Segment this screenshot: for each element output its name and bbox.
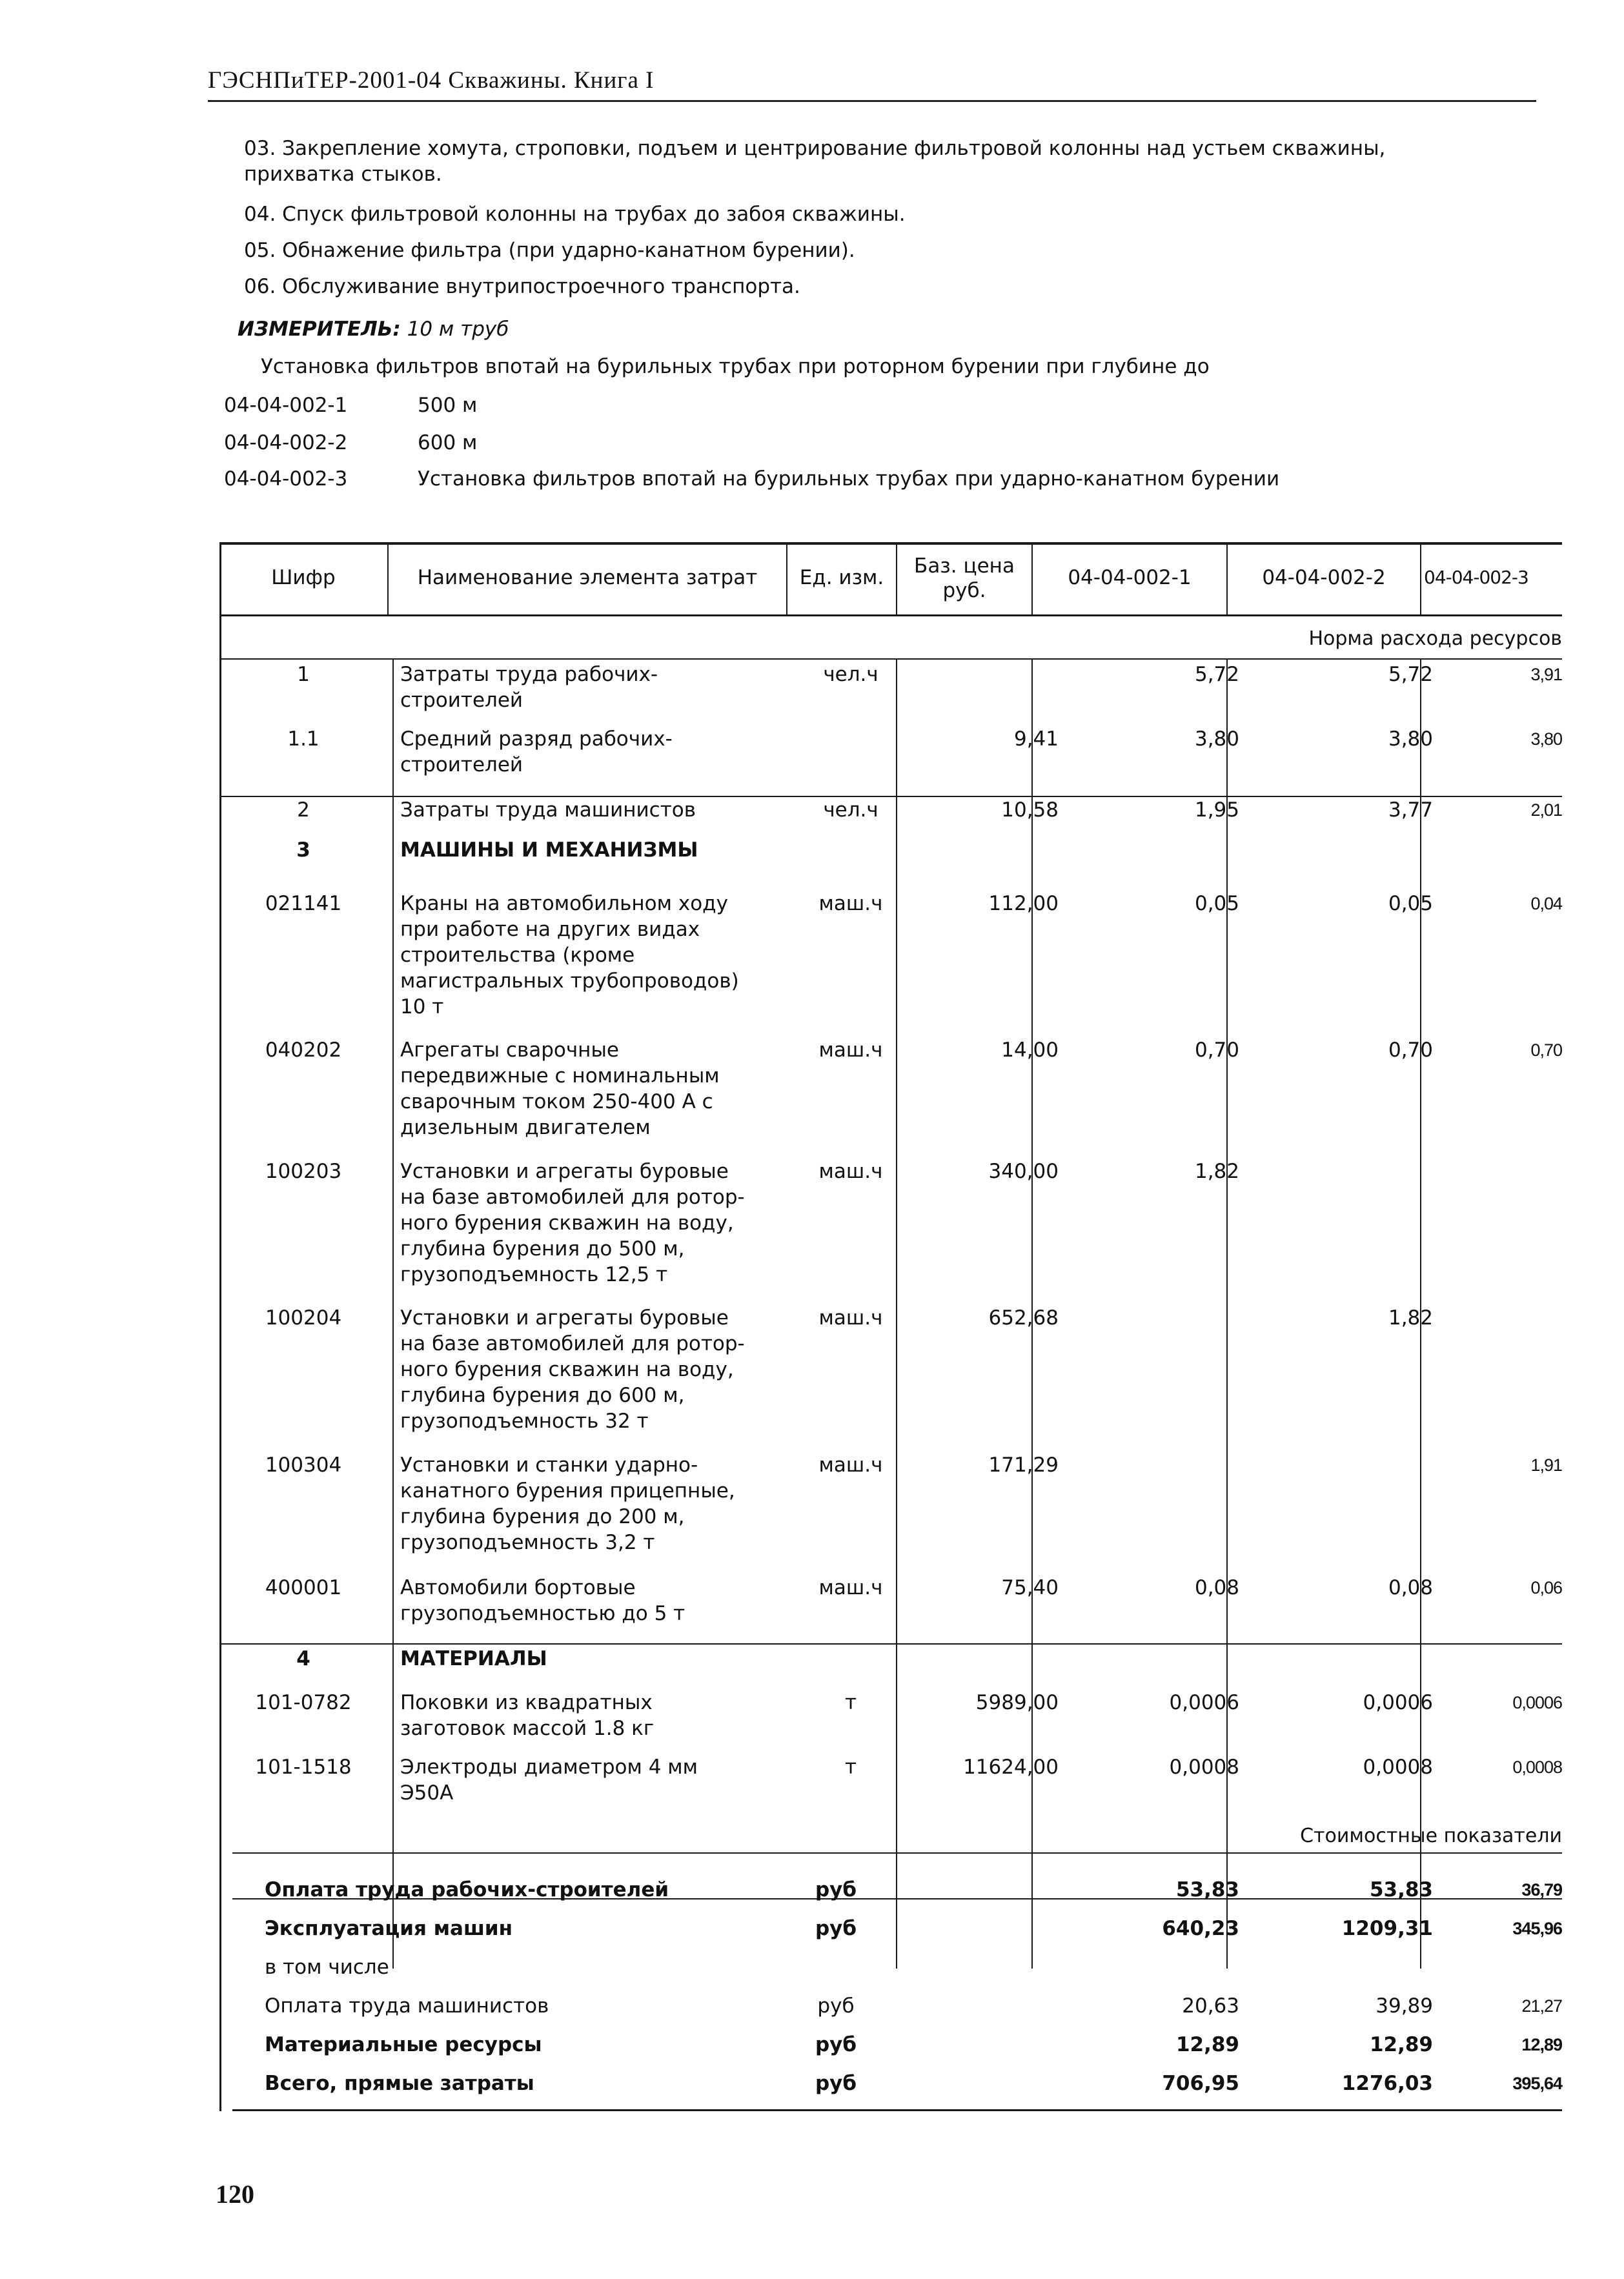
work-item-06: 06. Обслуживание внутрипостроечного транспорта. [244,275,800,298]
cost-row-value-1: 706,95 [1162,2072,1239,2095]
row-value-1: 0,05 [1194,892,1239,915]
work-item-03-cont: прихватка стыков. [244,163,442,186]
row-name-line: Краны на автомобильном ходу [400,892,728,915]
row-name-line: глубина бурения до 600 м, [400,1384,685,1407]
col-header-v3: 04-04-002-3 [1424,567,1528,588]
work-item-03: 03. Закрепление хомута, строповки, подъем и центрирование фильтровой колонны над устьем скважины, [244,137,1386,160]
row-name-line: Установки и агрегаты буровые [400,1306,729,1330]
row-name-line: Агрегаты сварочные [400,1038,620,1062]
row-value-3: 0,0008 [1512,1757,1562,1777]
col-header-code: Шифр [271,566,336,589]
row-value-2: 0,05 [1388,892,1433,915]
row-price: 171,29 [988,1453,1059,1477]
row-price: 340,00 [988,1160,1059,1183]
row-value-1: 1,95 [1194,798,1239,822]
row-code: 1.1 [287,727,320,751]
cost-row-value-3: 21,27 [1521,1996,1562,2016]
row-code: 101-0782 [255,1691,352,1714]
row-value-1: 0,0008 [1169,1756,1239,1779]
row-value-2: 1,82 [1388,1306,1433,1330]
row-code: 100304 [265,1453,342,1477]
row-code: 101-1518 [255,1756,352,1779]
cost-row-value-1: 53,83 [1175,1878,1239,1901]
row-name [400,726,994,778]
row-code: 100204 [265,1306,342,1330]
row-name-line: строителей [400,753,523,776]
row-name-line: магистральных трубопроводов) [400,969,739,993]
resource-table [219,542,1562,2111]
cost-row-name: Всего, прямые затраты [265,2072,534,2095]
row-value-2: 0,0008 [1363,1756,1433,1779]
row-code: 021141 [265,892,342,915]
cost-row-unit: руб [817,1994,855,2018]
col-header-v2: 04-04-002-2 [1262,566,1386,589]
row-unit: маш.ч [818,1160,883,1183]
row-value-3: 2,01 [1530,800,1562,820]
row-name-line: Э50А [400,1781,454,1805]
norm-caption: Норма расхода ресурсов [1308,627,1562,650]
row-unit: т [844,1691,857,1714]
code-id: 04-04-002-3 [224,467,348,491]
col-header-name: Наименование элемента затрат [417,566,758,589]
row-value-2: 3,80 [1388,727,1433,751]
row-value-2: 3,77 [1388,798,1433,822]
row-name-line: Средний разряд рабочих- [400,727,673,751]
cost-row-unit: руб [815,1878,857,1901]
page-number: 120 [216,2180,254,2209]
row-name-line: МАШИНЫ И МЕХАНИЗМЫ [400,838,698,862]
row-value-2: 0,0006 [1363,1691,1433,1714]
row-name-line: грузоподъемность 12,5 т [400,1263,668,1286]
cost-row-value-3: 36,79 [1521,1880,1562,1899]
meter-label: ИЗМЕРИТЕЛЬ: [238,318,401,341]
row-price: 75,40 [1001,1576,1059,1599]
intro-text: Установка фильтров впотай на бурильных трубах при роторном бурении при глубине до [261,355,1210,378]
row-code: 400001 [265,1576,342,1599]
row-name-line: грузоподъемностью до 5 т [400,1602,685,1625]
row-value-1: 3,80 [1194,727,1239,751]
row-unit: чел.ч [823,663,878,686]
row-name-line: грузоподъемность 32 т [400,1410,649,1433]
row-value-3: 0,0006 [1512,1693,1562,1712]
cost-row-name: Материальные ресурсы [265,2033,542,2056]
row-value-3: 3,91 [1530,665,1562,684]
row-value-2: 0,08 [1388,1576,1433,1599]
row-name-line: Затраты труда машинистов [400,798,696,822]
meter-line [238,318,509,341]
row-value-1: 0,0006 [1169,1691,1239,1714]
code-id: 04-04-002-1 [224,394,348,417]
row-unit: чел.ч [823,798,878,822]
cost-row-value-3: 345,96 [1512,1919,1562,1938]
cost-row-name: Эксплуатация машин [265,1917,513,1940]
cost-row-value-1: 20,63 [1182,1994,1239,2018]
row-price: 652,68 [988,1306,1059,1330]
code-text: Установка фильтров впотай на бурильных трубах при ударно-канатном бурении [418,467,1280,491]
cost-row-name: Оплата труда машинистов [265,1994,549,2018]
row-name-line: строителей [400,689,523,712]
row-name-line: грузоподъемность 3,2 т [400,1531,655,1554]
cost-row-name: в том числе [265,1956,389,1979]
row-name-line: сварочным током 250-400 А с [400,1090,713,1113]
row-name-line: Установки и агрегаты буровые [400,1160,729,1183]
row-price: 11624,00 [963,1756,1059,1779]
work-item-04: 04. Спуск фильтровой колонны на трубах до забоя скважины. [244,203,906,226]
row-price: 14,00 [1001,1038,1059,1062]
cost-row-unit: руб [815,2033,857,2056]
row-price: 10,58 [1001,798,1059,822]
row-name-line: на базе автомобилей для ротор- [400,1332,745,1355]
row-name-line: при работе на других видах [400,918,700,941]
row-price: 112,00 [988,892,1059,915]
cost-row-unit: руб [815,1917,857,1940]
row-unit: маш.ч [818,1453,883,1477]
row-code: 040202 [265,1038,342,1062]
cost-row-value-3: 12,89 [1521,2035,1562,2054]
row-value-1: 0,08 [1194,1576,1239,1599]
row-value-2: 0,70 [1388,1038,1433,1062]
row-name-line: ного бурения скважин на воду, [400,1211,734,1235]
row-code: 4 [296,1647,310,1670]
row-name-line: заготовок массой 1.8 кг [400,1717,655,1740]
code-text: 600 м [418,431,478,454]
code-line [224,394,477,417]
row-name-line: глубина бурения до 500 м, [400,1237,685,1261]
code-text: 500 м [418,394,478,417]
row-code: 1 [297,663,310,686]
row-code: 100203 [265,1160,342,1183]
row-name-line: дизельным двигателем [400,1116,651,1139]
col-header-price: Баз. цена [914,554,1015,578]
row-unit: т [844,1756,857,1779]
cost-row-value-2: 1209,31 [1341,1917,1433,1940]
row-name [400,837,994,863]
cost-row-value-1: 640,23 [1162,1917,1239,1940]
row-name [400,1646,994,1672]
row-unit: маш.ч [818,892,883,915]
row-price: 5989,00 [975,1691,1059,1714]
row-price: 9,41 [1013,727,1059,751]
cost-row-value-2: 53,83 [1369,1878,1433,1901]
row-value-1: 1,82 [1194,1160,1239,1183]
row-unit: маш.ч [818,1576,883,1599]
header-title: ГЭСНПиТЕР-2001-04 Скважины. Книга I [208,67,655,94]
cost-row-unit: руб [815,2072,857,2095]
row-name-line: Поковки из квадратных [400,1691,653,1714]
col-header-price-unit: руб. [942,579,986,602]
code-line [224,431,477,454]
row-name-line: 10 т [400,995,444,1018]
cost-row-name: Оплата труда рабочих-строителей [265,1878,669,1901]
cost-row-value-2: 1276,03 [1341,2072,1433,2095]
row-code: 3 [296,838,310,862]
col-header-unit: Ед. изм. [799,566,884,589]
row-name-line: Затраты труда рабочих- [400,663,658,686]
row-value-1: 0,70 [1194,1038,1239,1062]
cost-row-value-1: 12,89 [1175,2033,1239,2056]
row-name-line: на базе автомобилей для ротор- [400,1186,745,1209]
row-value-3: 1,91 [1530,1455,1562,1475]
row-name-line: канатного бурения прицепные, [400,1479,735,1503]
row-name-line: передвижные с номинальным [400,1064,720,1088]
row-value-1: 5,72 [1194,663,1239,686]
row-name-line: Электроды диаметром 4 мм [400,1756,698,1779]
cost-row-value-2: 39,89 [1375,1994,1433,2018]
code-id: 04-04-002-2 [224,431,348,454]
meter-value: 10 м труб [407,318,509,341]
row-code: 2 [297,798,310,822]
row-name-line: МАТЕРИАЛЫ [400,1647,547,1670]
row-unit: маш.ч [818,1306,883,1330]
row-name-line: глубина бурения до 200 м, [400,1505,685,1528]
row-name-line: строительства (кроме [400,944,635,967]
running-header [208,61,1536,102]
code-line [224,467,1279,491]
col-header-v1: 04-04-002-1 [1068,566,1192,589]
cost-row-value-2: 12,89 [1369,2033,1433,2056]
cost-caption: Стоимостные показатели [1300,1825,1562,1847]
row-value-3: 0,06 [1530,1578,1562,1597]
row-value-3: 0,04 [1530,894,1562,913]
row-name-line: ного бурения скважин на воду, [400,1358,734,1381]
row-value-2: 5,72 [1388,663,1433,686]
row-value-3: 0,70 [1530,1040,1562,1060]
row-name-line: Автомобили бортовые [400,1576,636,1599]
row-name-line: Установки и станки ударно- [400,1453,698,1477]
work-item-05: 05. Обнажение фильтра (при ударно-канатном бурении). [244,239,855,262]
row-value-3: 3,80 [1530,729,1562,749]
row-unit: маш.ч [818,1038,883,1062]
cost-row-value-3: 395,64 [1512,2074,1562,2093]
